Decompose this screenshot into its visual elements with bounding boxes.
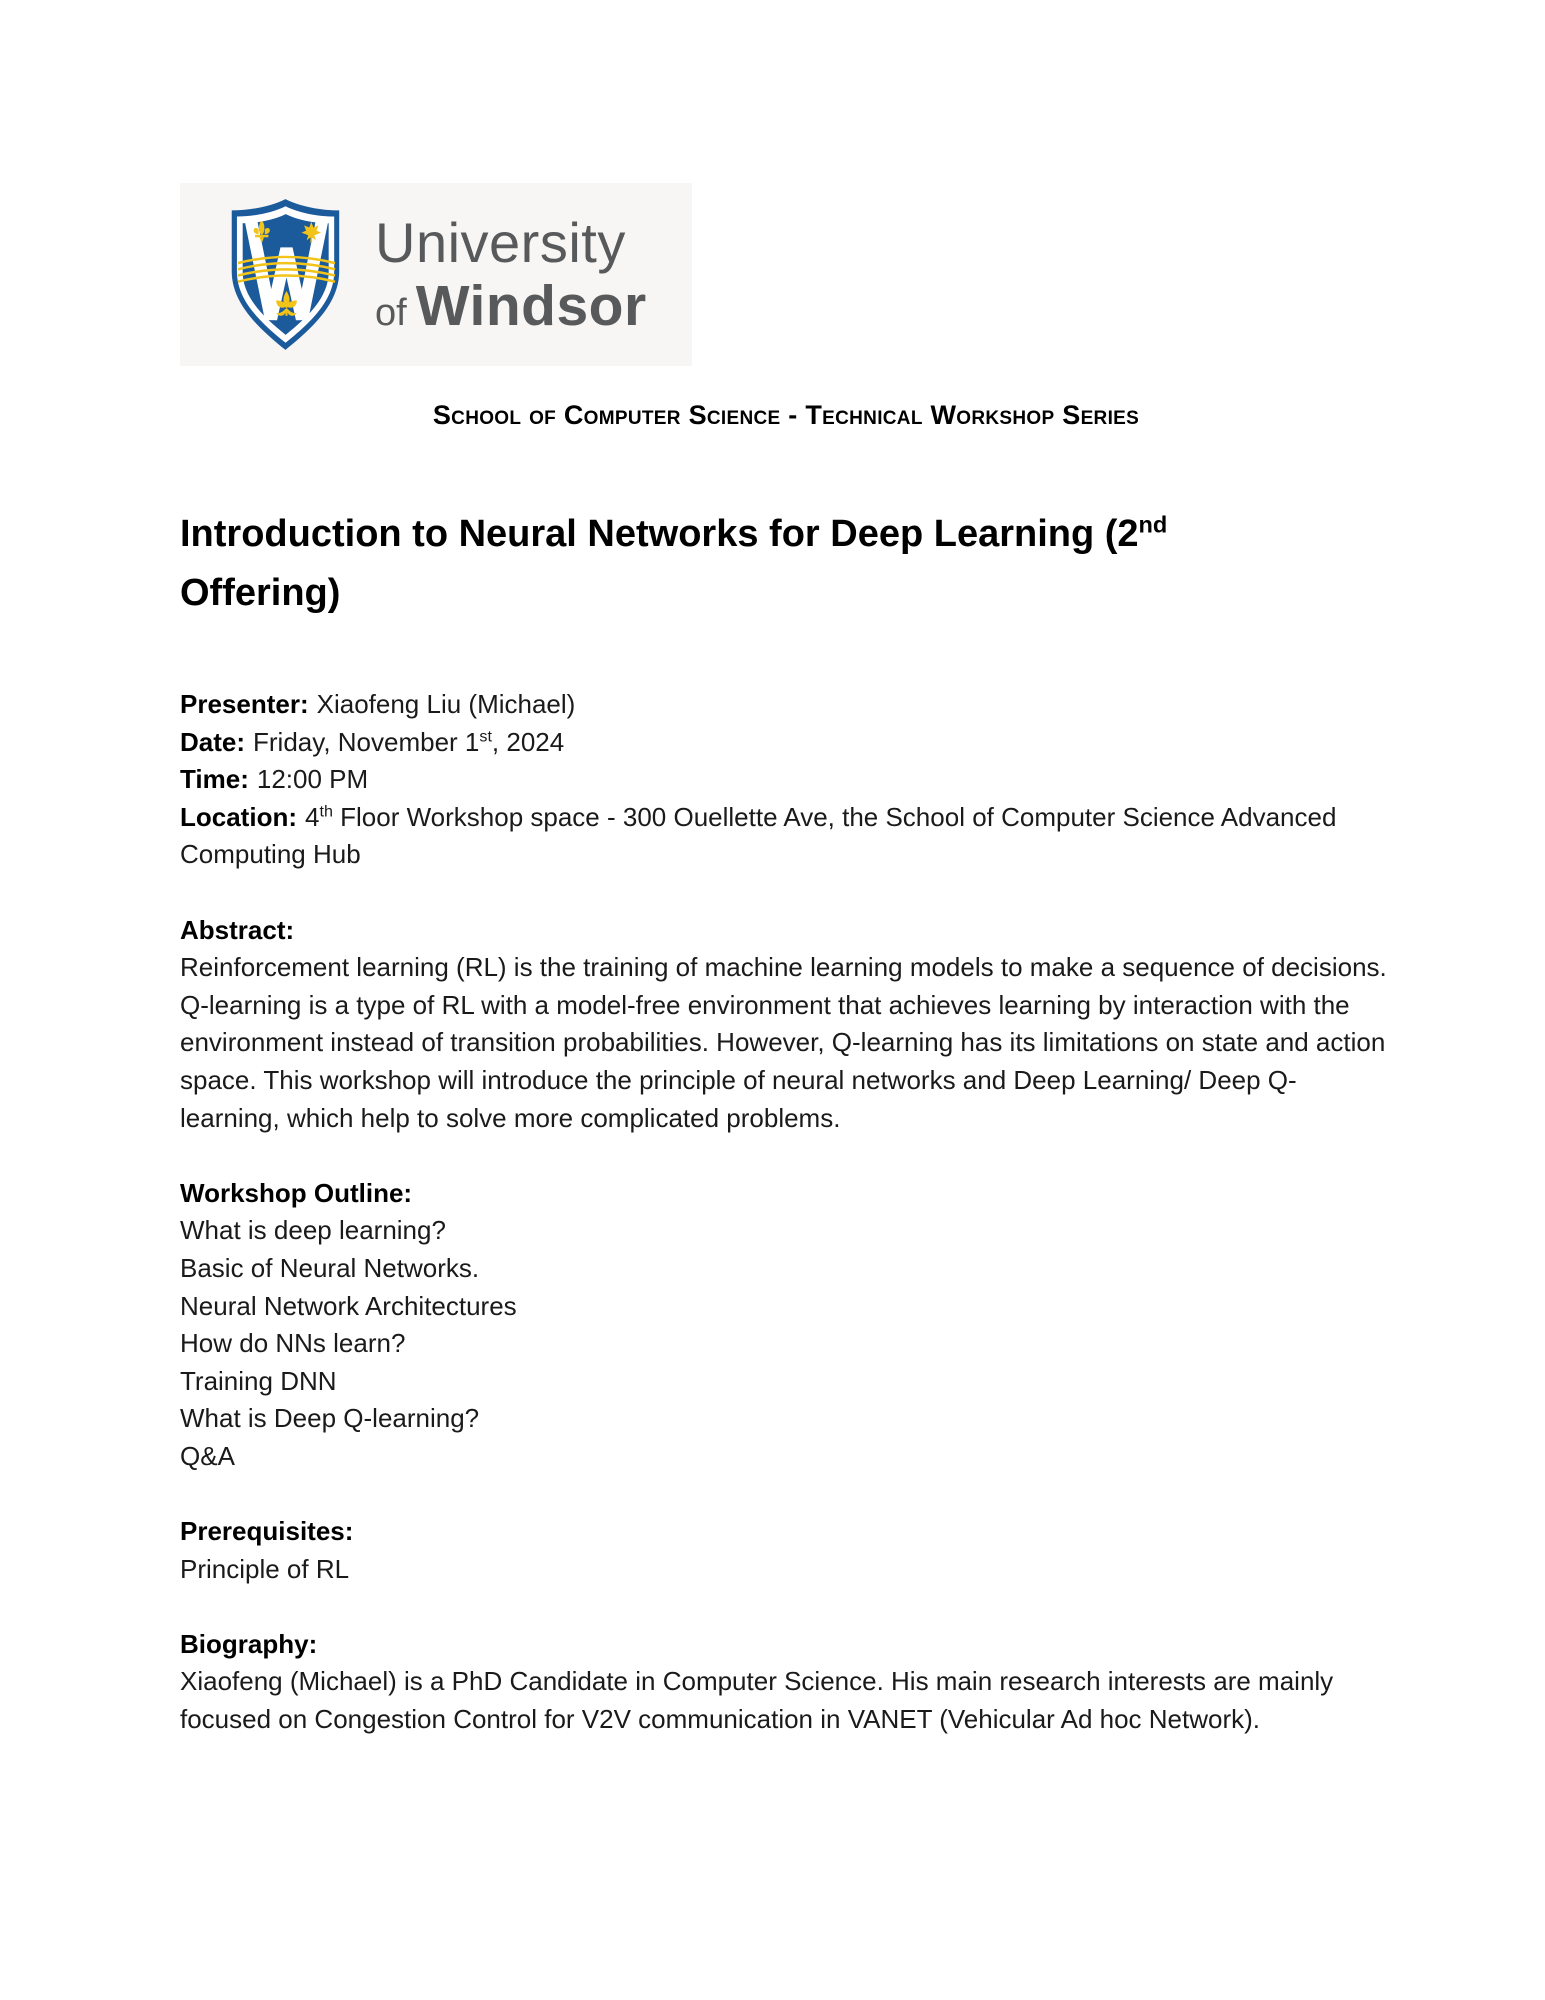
- location-value-rest: Floor Workshop space - 300 Ouellette Ave, the School of Computer Science Advanced Computing Hub: [180, 801, 1337, 870]
- wordmark-university: University: [375, 210, 626, 274]
- location-value: 4: [305, 801, 320, 832]
- outline-item: Neural Network Architectures: [180, 1290, 517, 1321]
- presenter-line: [180, 686, 1392, 724]
- outline-item: Q&A: [180, 1440, 235, 1471]
- document-content: [180, 398, 1392, 1739]
- time-label: Time:: [180, 764, 249, 795]
- wordmark-windsor: Windsor: [415, 273, 647, 338]
- presenter-value: Xiaofeng Liu (Michael): [316, 689, 576, 719]
- title-text: Introduction to Neural Networks for Deep Learning (2: [180, 513, 1139, 555]
- title-superscript: nd: [1138, 511, 1168, 538]
- date-line: [180, 724, 1392, 762]
- outline-item: How do NNs learn?: [180, 1328, 406, 1359]
- date-superscript: st: [479, 726, 492, 745]
- time-value: 12:00 PM: [256, 764, 369, 795]
- abstract-section: [180, 912, 1392, 1138]
- abstract-heading: Abstract:: [180, 914, 295, 945]
- time-line: [180, 761, 1392, 799]
- title-text-line2: Offering): [180, 572, 341, 614]
- workshop-title: [180, 505, 1392, 623]
- location-superscript: th: [319, 802, 333, 821]
- abstract-body: Reinforcement learning (RL) is the training of machine learning models to make a sequence of decisions. Q-learning is a type of RL with a model-free environment that achieves learning by interaction with the environment instead of transition probabilities. However, Q-learning has its limitations on state and action space. This workshop will introduce the principle of neural networks and Deep Learning/ Deep Q-learning, which help to solve more complicated problems.: [180, 952, 1387, 1133]
- outline-section: [180, 1175, 1392, 1476]
- location-label: Location:: [180, 801, 297, 832]
- prerequisites-body: Principle of RL: [180, 1553, 350, 1584]
- date-value: Friday, November 1: [253, 726, 480, 757]
- prerequisites-heading: Prerequisites:: [180, 1516, 354, 1547]
- workshop-series-heading: School of Computer Science - Technical Workshop Series: [432, 400, 1140, 430]
- outline-item: Training DNN: [180, 1365, 337, 1396]
- windsor-shield-icon: [224, 197, 349, 352]
- outline-list: [180, 1212, 1392, 1475]
- outline-item: What is Deep Q-learning?: [180, 1403, 480, 1434]
- wordmark-of: of: [375, 291, 407, 334]
- outline-heading: Workshop Outline:: [180, 1177, 413, 1208]
- date-label: Date:: [180, 726, 246, 757]
- biography-section: [180, 1626, 1392, 1739]
- outline-item: What is deep learning?: [180, 1215, 446, 1246]
- date-value-year: , 2024: [491, 726, 565, 757]
- event-details: [180, 686, 1392, 874]
- location-line: [180, 799, 1392, 874]
- presenter-label: Presenter:: [180, 689, 309, 719]
- outline-item: Basic of Neural Networks.: [180, 1252, 480, 1283]
- university-logo: [180, 183, 692, 366]
- biography-heading: Biography:: [180, 1628, 318, 1659]
- university-wordmark: [375, 210, 647, 338]
- biography-body: Xiaofeng (Michael) is a PhD Candidate in Computer Science. His main research interests are mainly focused on Congestion Control for V2V communication in VANET (Vehicular Ad hoc Network).: [180, 1666, 1334, 1735]
- prerequisites-section: [180, 1513, 1392, 1588]
